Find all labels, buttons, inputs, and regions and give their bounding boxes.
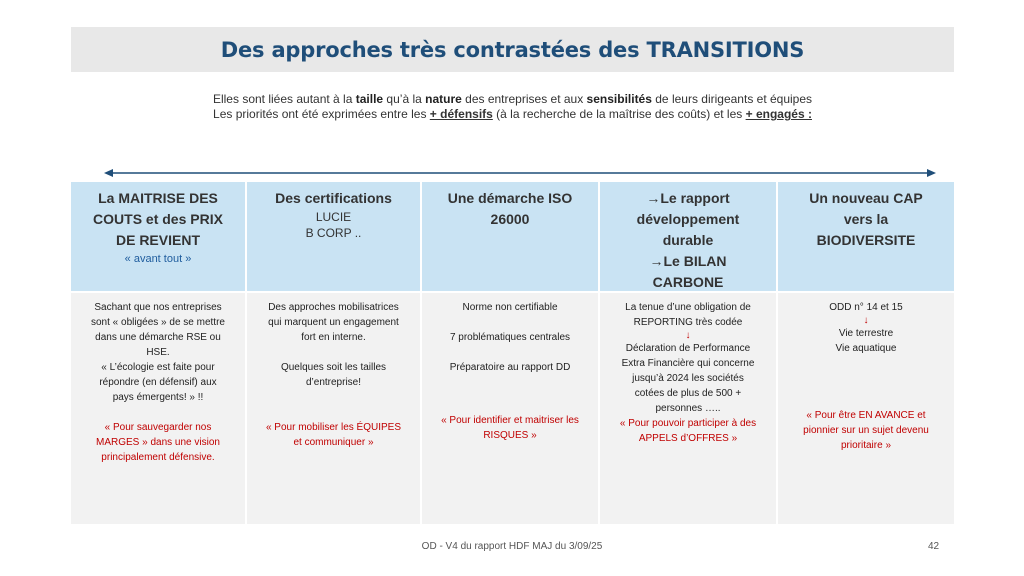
header-title: La MAITRISE DES COUTS et des PRIX DE REVIENT (93, 190, 223, 248)
header-subtitle: « avant tout » (124, 253, 192, 265)
intro-underline-defensifs: + défensifs (429, 107, 493, 121)
intro-underline-engages: + engagés : (745, 107, 812, 121)
header-certifications (247, 182, 422, 291)
title-banner (71, 27, 954, 72)
body-text: Déclaration de Performance Extra Financière qui concerne jusqu’à 2024 les sociétés cotées de plus de 500 + personnes ….. (621, 343, 755, 414)
highlight-text: « Pour sauvegarder nos MARGES » dans une vision principalement défensive. (96, 422, 220, 463)
body-text: Sachant que nos entreprises sont « obligées » de se mettre dans une démarche RSE ou HSE. « L’écologie est faite pour répondre (en défensif) aux pays émergents! » !! (91, 302, 225, 403)
intro-line-2 (71, 107, 954, 122)
body-maitrise-couts (71, 291, 247, 524)
intro-bold-sensibilites: sensibilités (586, 92, 652, 106)
intro-text-part: (à la recherche de la maîtrise des coûts) et les (492, 107, 746, 121)
body-text: Quelques soit les tailles d’entreprise! (280, 362, 387, 388)
page-number: 42 (928, 541, 940, 552)
body-biodiversite (778, 291, 954, 524)
intro-text-part: Elles sont liées autant à la (212, 92, 356, 106)
header-biodiversite (778, 182, 954, 291)
down-arrow-icon: ↓ (863, 315, 869, 326)
body-text: 7 problématiques centrales (449, 332, 571, 343)
highlight-text: « Pour identifier et maitriser les RISQUES » (441, 415, 579, 441)
body-certifications (247, 291, 422, 524)
intro-text-part: Les priorités ont été exprimées entre les (213, 107, 430, 121)
body-text: ODD n° 14 et 15 (829, 302, 903, 313)
header-title: Des certifications (275, 190, 392, 206)
body-iso-26000 (422, 291, 600, 524)
body-rapport-dd (600, 291, 778, 524)
header-title: Un nouveau CAP vers la BIODIVERSITE (809, 190, 923, 248)
body-text: Norme non certifiable (462, 302, 558, 313)
slide-title: Des approches très contrastées des TRANSITIONS (220, 37, 805, 62)
header-title: Une démarche ISO 26000 (447, 190, 573, 227)
header-maitrise-couts (71, 182, 247, 291)
intro-bold-nature: nature (425, 92, 462, 106)
highlight-text: « Pour être EN AVANCE et pionnier sur un sujet devenu prioritaire » (803, 410, 929, 451)
intro-line-1 (71, 92, 954, 107)
intro-text-part: de leurs dirigeants et équipes (651, 92, 813, 106)
down-arrow-icon: ↓ (685, 330, 691, 341)
body-text: Préparatoire au rapport DD (449, 362, 571, 373)
highlight-text: « Pour pouvoir participer à des APPELS d’OFFRES » (619, 418, 757, 444)
intro-text-part: des entreprises et aux (461, 92, 587, 106)
intro-bold-taille: taille (355, 92, 384, 106)
header-iso-26000 (422, 182, 600, 291)
header-rapport-dd (600, 182, 778, 291)
body-text: Vie terrestre Vie aquatique (835, 328, 897, 354)
highlight-text: « Pour mobiliser les ÉQUIPES et communiquer » (265, 422, 402, 448)
header-subtitle: LUCIE B CORP .. (305, 210, 362, 240)
footer-source: OD - V4 du rapport HDF MAJ du 3/09/25 (421, 541, 603, 552)
approaches-table (71, 182, 954, 524)
body-text: Des approches mobilisatrices qui marquent un engagement fort en interne. (268, 302, 399, 343)
double-arrow-icon (104, 166, 936, 180)
header-title: →Le rapport développement durable →Le BILAN CARBONE (636, 190, 740, 290)
intro-text (71, 92, 954, 122)
body-text: La tenue d’une obligation de REPORTING très codée (625, 302, 751, 328)
intro-text-part: qu’à la (383, 92, 426, 106)
